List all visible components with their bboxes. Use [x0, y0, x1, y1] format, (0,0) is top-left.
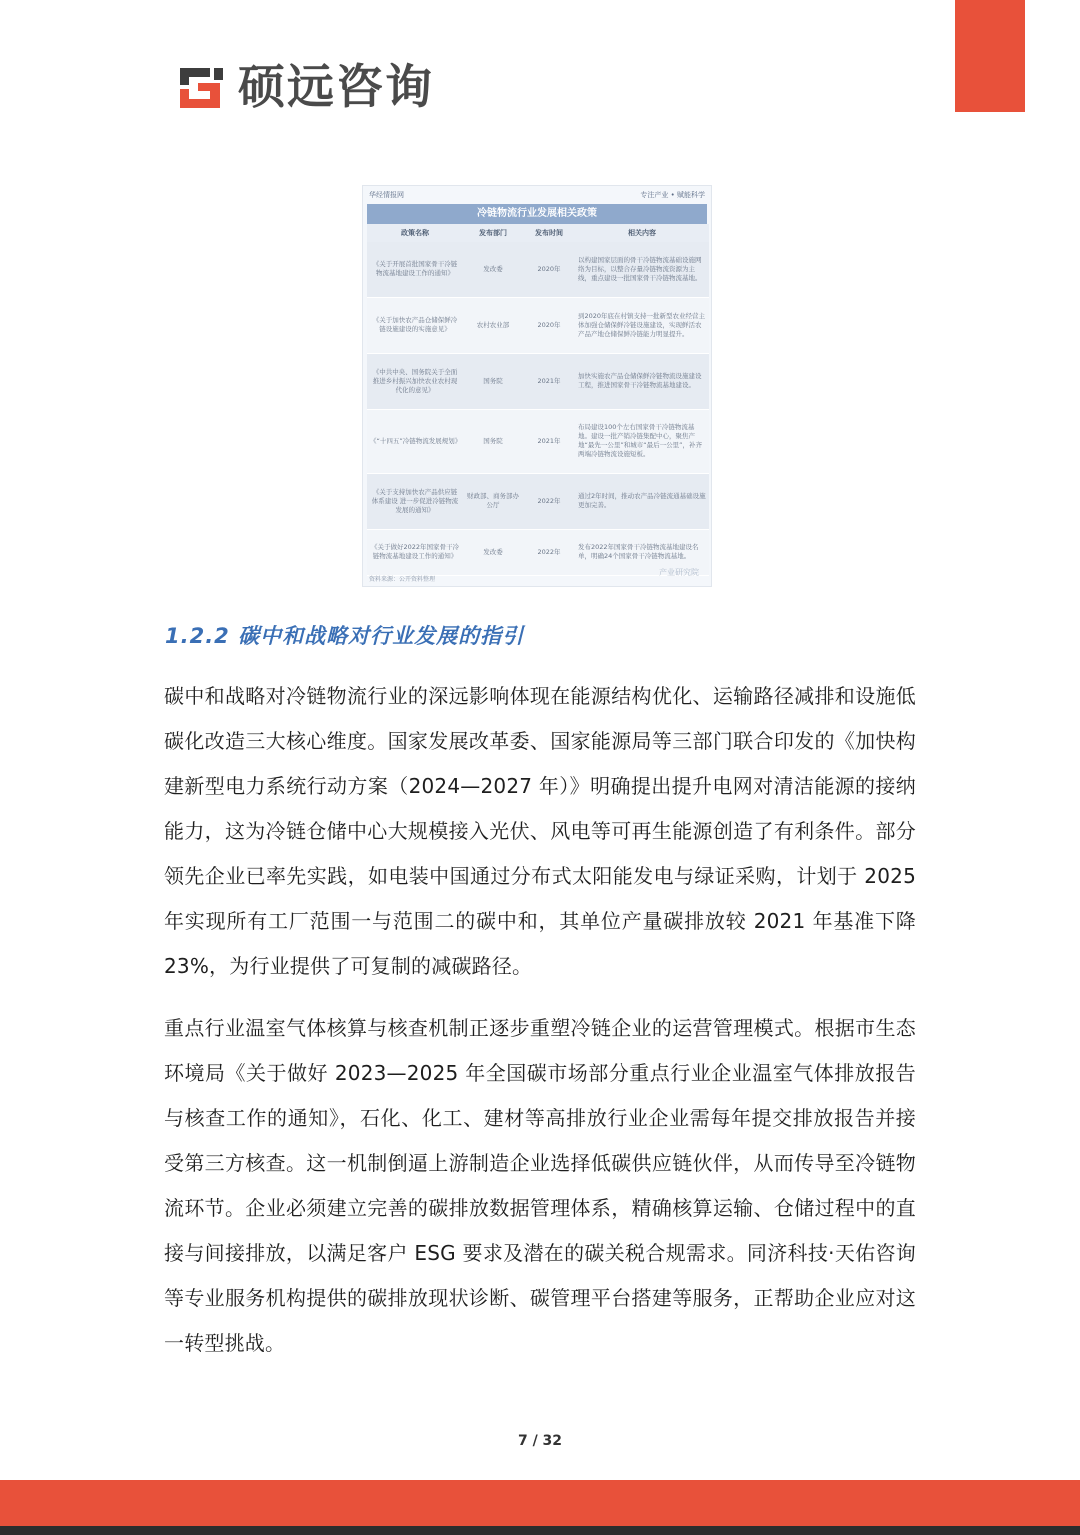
logo-text: 硕远咨询	[238, 60, 434, 115]
policy-time-cell: 2020年	[523, 242, 575, 297]
policy-time-cell: 2021年	[523, 353, 575, 409]
logo-mark-icon	[176, 64, 228, 112]
table-row	[367, 473, 709, 529]
policy-content-cell: 发布2022年国家骨干冷链物流基地建设名单，明确24个国家骨干冷链物流基地。	[575, 529, 709, 575]
policy-content-cell: 以构建国家层面的骨干冷链物流基础设施网络为目标，以整合存量冷链物流资源为主线，重点建设一批国家骨干冷链物流基地。	[575, 242, 709, 297]
policy-name-cell: 《关于加快农产品仓储保鲜冷链设施建设的实施意见》	[367, 297, 463, 353]
policy-dept-cell: 发改委	[463, 529, 523, 575]
body-paragraph: 重点行业温室气体核算与核查机制正逐步重塑冷链企业的运营管理模式。根据市生态环境局《关于做好 2023—2025 年全国碳市场部分重点行业企业温室气体排放报告与核查工作的通知》，石化、化工、建材等高排放行业企业需每年提交排放报告并接受第三方核查。这一机制倒逼上游制造企业选择低碳供应链伙伴，从而传导至冷链物流环节。企业必须建立完善的碳排放数据管理体系，精确核算运输、仓储过程中的直接与间接排放，以满足客户 ESG 要求及潜在的碳关税合规需求。同济科技·天佑咨询等专业服务机构提供的碳排放现状诊断、碳管理平台搭建等服务，正帮助企业应对这一转型挑战。	[164, 1016, 916, 1355]
figure-source-right: 专注产业 • 赋能科学	[640, 191, 705, 199]
column-header: 发布部门	[463, 224, 523, 242]
figure-watermark: 产业研究院	[659, 568, 699, 577]
policy-dept-cell: 国务院	[463, 409, 523, 473]
policy-content-cell: 到2020年底在村镇支持一批新型农业经营主体加强仓储保鲜冷链设施建设，实现鲜活农产品产地仓储保鲜冷链能力明显提升。	[575, 297, 709, 353]
figure-footnote: 资料来源：公开资料整理	[369, 576, 436, 583]
policy-name-cell: 《关于做好2022年国家骨干冷链物流基地建设工作的通知》	[367, 529, 463, 575]
policy-content-cell: 布局建设100个左右国家骨干冷链物流基地。建设一批产销冷链集配中心，聚焦产地“最先一公里”和城市“最后一公里”，补齐两端冷链物流设施短板。	[575, 409, 709, 473]
policy-time-cell: 2021年	[523, 409, 575, 473]
policy-content-cell: 加快实施农产品仓储保鲜冷链物流设施建设工程，推进国家骨干冷链物流基地建设。	[575, 353, 709, 409]
table-row	[367, 353, 709, 409]
column-header: 发布时间	[523, 224, 575, 242]
policy-dept-cell: 国务院	[463, 353, 523, 409]
policy-table-figure	[362, 185, 712, 587]
policy-dept-cell: 发改委	[463, 242, 523, 297]
table-header-row	[367, 224, 709, 242]
policy-name-cell: 《关于开展首批国家骨干冷链物流基地建设工作的通知》	[367, 242, 463, 297]
footer-dark-strip	[0, 1526, 1080, 1535]
column-header: 相关内容	[575, 224, 709, 242]
policy-name-cell: 《关于支持加快农产品供应链体系建设 进一步促进冷链物流发展的通知》	[367, 473, 463, 529]
policy-dept-cell: 财政部、商务部办公厅	[463, 473, 523, 529]
column-header: 政策名称	[367, 224, 463, 242]
section-heading: 1.2.2 碳中和战略对行业发展的指引	[165, 624, 525, 648]
figure-source-left: 华经情报网	[369, 191, 404, 199]
figure-source-bar	[363, 186, 711, 204]
policy-name-cell: 《“十四五”冷链物流发展规划》	[367, 409, 463, 473]
policy-time-cell: 2022年	[523, 473, 575, 529]
policy-name-cell: 《中共中央、国务院关于全面推进乡村振兴加快农业农村现代化的意见》	[367, 353, 463, 409]
policy-time-cell: 2022年	[523, 529, 575, 575]
policy-content-cell: 通过2年时间，推动农产品冷链流通基础设施更加完善。	[575, 473, 709, 529]
table-row	[367, 529, 709, 575]
policy-table	[367, 224, 709, 576]
table-row	[367, 297, 709, 353]
company-logo	[176, 60, 434, 116]
figure-title: 冷链物流行业发展相关政策	[367, 204, 707, 224]
page-number: 7 / 32	[517, 1433, 563, 1449]
corner-accent-block	[955, 0, 1025, 112]
policy-time-cell: 2020年	[523, 297, 575, 353]
table-row	[367, 409, 709, 473]
body-paragraph: 碳中和战略对冷链物流行业的深远影响体现在能源结构优化、运输路径减排和设施低碳化改造三大核心维度。国家发展改革委、国家能源局等三部门联合印发的《加快构建新型电力系统行动方案（2024—2027 年）》明确提出提升电网对清洁能源的接纳能力，这为冷链仓储中心大规模接入光伏、风电等可再生能源创造了有利条件。部分领先企业已率先实践，如电装中国通过分布式太阳能发电与绿证采购，计划于 2025 年实现所有工厂范围一与范围二的碳中和，其单位产量碳排放较 2021 年基准下降 23%，为行业提供了可复制的减碳路径。	[164, 684, 916, 978]
footer-accent-band	[0, 1480, 1080, 1526]
policy-dept-cell: 农村农业部	[463, 297, 523, 353]
table-row	[367, 242, 709, 297]
